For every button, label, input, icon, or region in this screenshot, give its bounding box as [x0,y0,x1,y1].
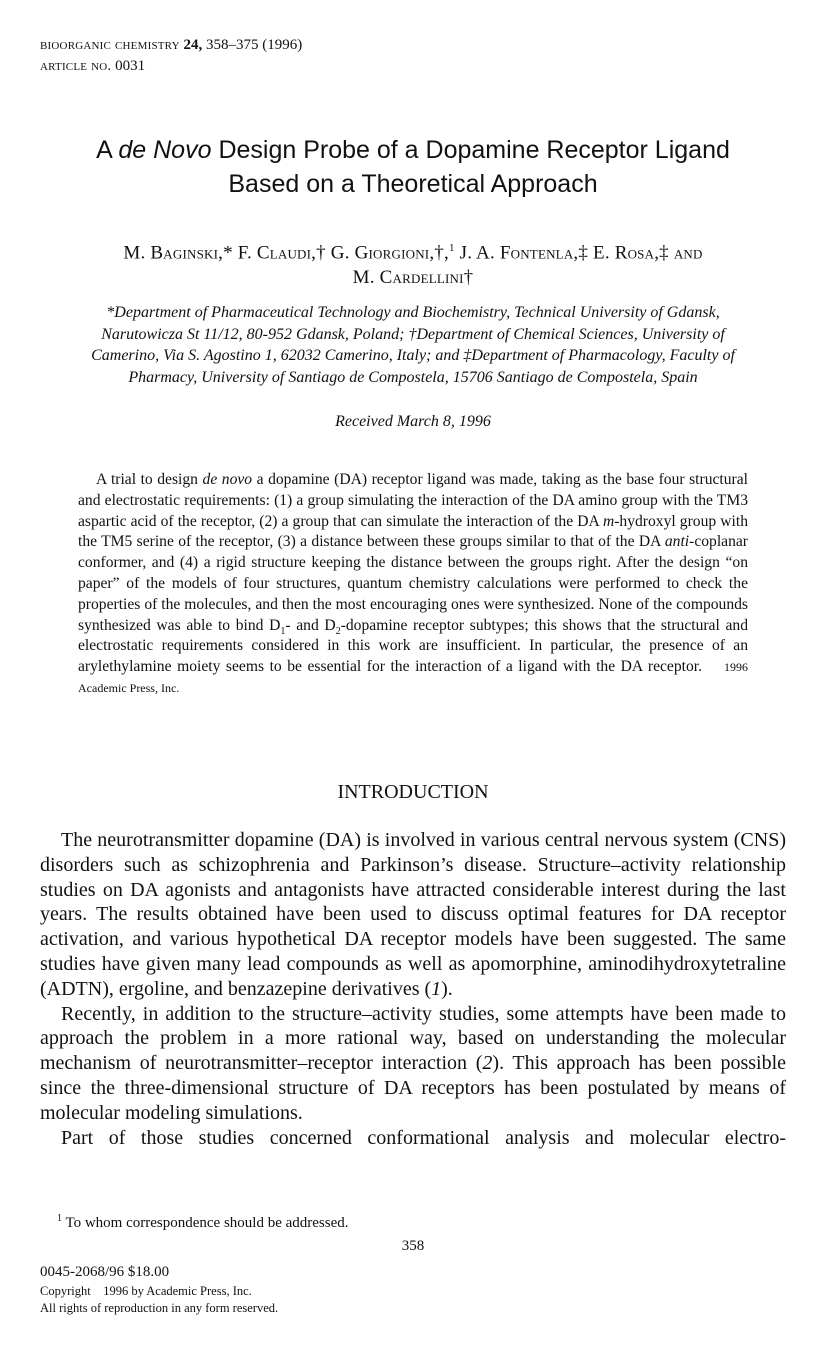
journal-pages-year: 358–375 (1996) [206,37,303,53]
article-label: article no. [40,58,112,74]
paragraph-1: The neurotransmitter dopamine (DA) is involved in various central nervous system (CNS) disorders such as schizophrenia and Parkinson’s disease. Structure–activity relationship studies on DA agonists and antagonists have attracted considerable interest during the last years. The results obtained have been used to discuss optimal features for DA receptor activation, and various hypothetical DA receptor models have been suggested. The same studies have given many lead compounds as well as apomorphine, aminodihydroxytetraline (ADTN), ergoline, and benzazepine derivatives (1). [40,829,786,1000]
reference-1: 1 [431,977,442,1000]
author-footnote-mark: 1 [448,242,455,254]
author-and: and [673,242,703,264]
author-giorgioni: G. Giorgioni,†, [330,242,449,264]
affiliations [40,302,786,388]
issn-price: 0045-2068/96 $18.00 [40,1264,170,1280]
section-heading-introduction: INTRODUCTION [337,781,489,803]
article-number: 0031 [115,58,146,74]
article-number-line [40,56,302,77]
title-line-1: A de Novo Design Probe of a Dopamine Receptor Ligand [96,136,730,164]
received-date: Received March 8, 1996 [335,413,491,430]
title-italic: de Novo [118,136,212,164]
journal-volume: 24, [183,37,203,53]
paragraph-3: Part of those studies concerned conformational analysis and molecular electro- [61,1126,786,1149]
author-claudi: F. Claudi,† [237,242,326,264]
page-number: 358 [401,1238,425,1254]
copyright-notice [40,1283,278,1316]
author-cardellini: M. Cardellini† [352,267,474,289]
authors-line-1 [30,236,796,265]
author-list [30,236,796,290]
journal-name: bioorganic chemistry [40,37,180,53]
footnote-text: To whom correspondence should be addressed. [62,1215,349,1231]
reference-2: 2 [482,1052,493,1075]
affiliation-line-3: Camerino, Via S. Agostino 1, 62032 Camerino, Italy; and ‡Department of Pharmacology, Faculty of [91,347,735,364]
abstract-copyright: 1996 Academic Press, Inc. [78,660,748,695]
paper-title [40,133,786,201]
footnote-mark: 1 [57,1213,62,1224]
authors-line-2 [30,265,796,290]
author-rosa: E. Rosa,‡ [593,242,669,264]
journal-header [40,35,302,77]
affiliation-line-4: Pharmacy, University of Santiago de Compostela, 15706 Santiago de Compostela, Spain [128,368,698,386]
copyright-line: Copyright 1996 by Academic Press, Inc. [40,1284,252,1298]
abstract: A trial to design de novo a dopamine (DA) receptor ligand was made, taking as the base four structural and electrostatic requirements: (1) a group simulating the interaction of the DA amino group with the TM3 aspartic acid of the receptor, (2) a group that can simulate the interaction of the DA m-hydroxyl group with the TM5 serine of the receptor, (3) a distance between these groups similar to that of the DA anti-coplanar conformer, and (4) a rigid structure keeping the distance between the groups right. After the design “on paper” of the models of four structures, quantum chemistry calculations were performed to check the properties of the molecules, and then the most encouraging ones were synthesized. None of the compounds synthesized was able to bind $D_1-$ and $D_2$-dopamine receptor subtypes; this shows that the structural and electrostatic requirements considered in this work are insufficient. In particular, the presence of an arylethylamine moiety seems to be essential for the interaction of a ligand with the DA receptor. 1996 Academic Press, Inc. [78,471,748,695]
journal-citation [40,35,302,56]
title-line-2: Based on a Theoretical Approach [228,170,598,198]
rights-line: All rights of reproduction in any form reserved. [40,1300,279,1315]
author-baginski: M. Baginski,* [123,242,233,264]
introduction-body [40,828,786,1150]
affiliation-line-2: Narutowicza St 11/12, 80-952 Gdansk, Poland; †Department of Chemical Sciences, University of [101,325,725,343]
author-fontenla: J. A. Fontenla,‡ [459,242,589,264]
affiliation-line-1: *Department of Pharmaceutical Technology and Biochemistry, Technical University of Gdansk, [106,304,720,321]
paragraph-2: Recently, in addition to the structure–activity studies, some attempts have been made to approach the problem in a more rational way, based on understanding the molecular mechanism of neurotransmitter–receptor interaction (2). This approach has been possible since the three-dimensional structure of DA receptors has been postulated by means of molecular modeling simulations. [40,1002,787,1124]
footnote [57,1209,349,1233]
